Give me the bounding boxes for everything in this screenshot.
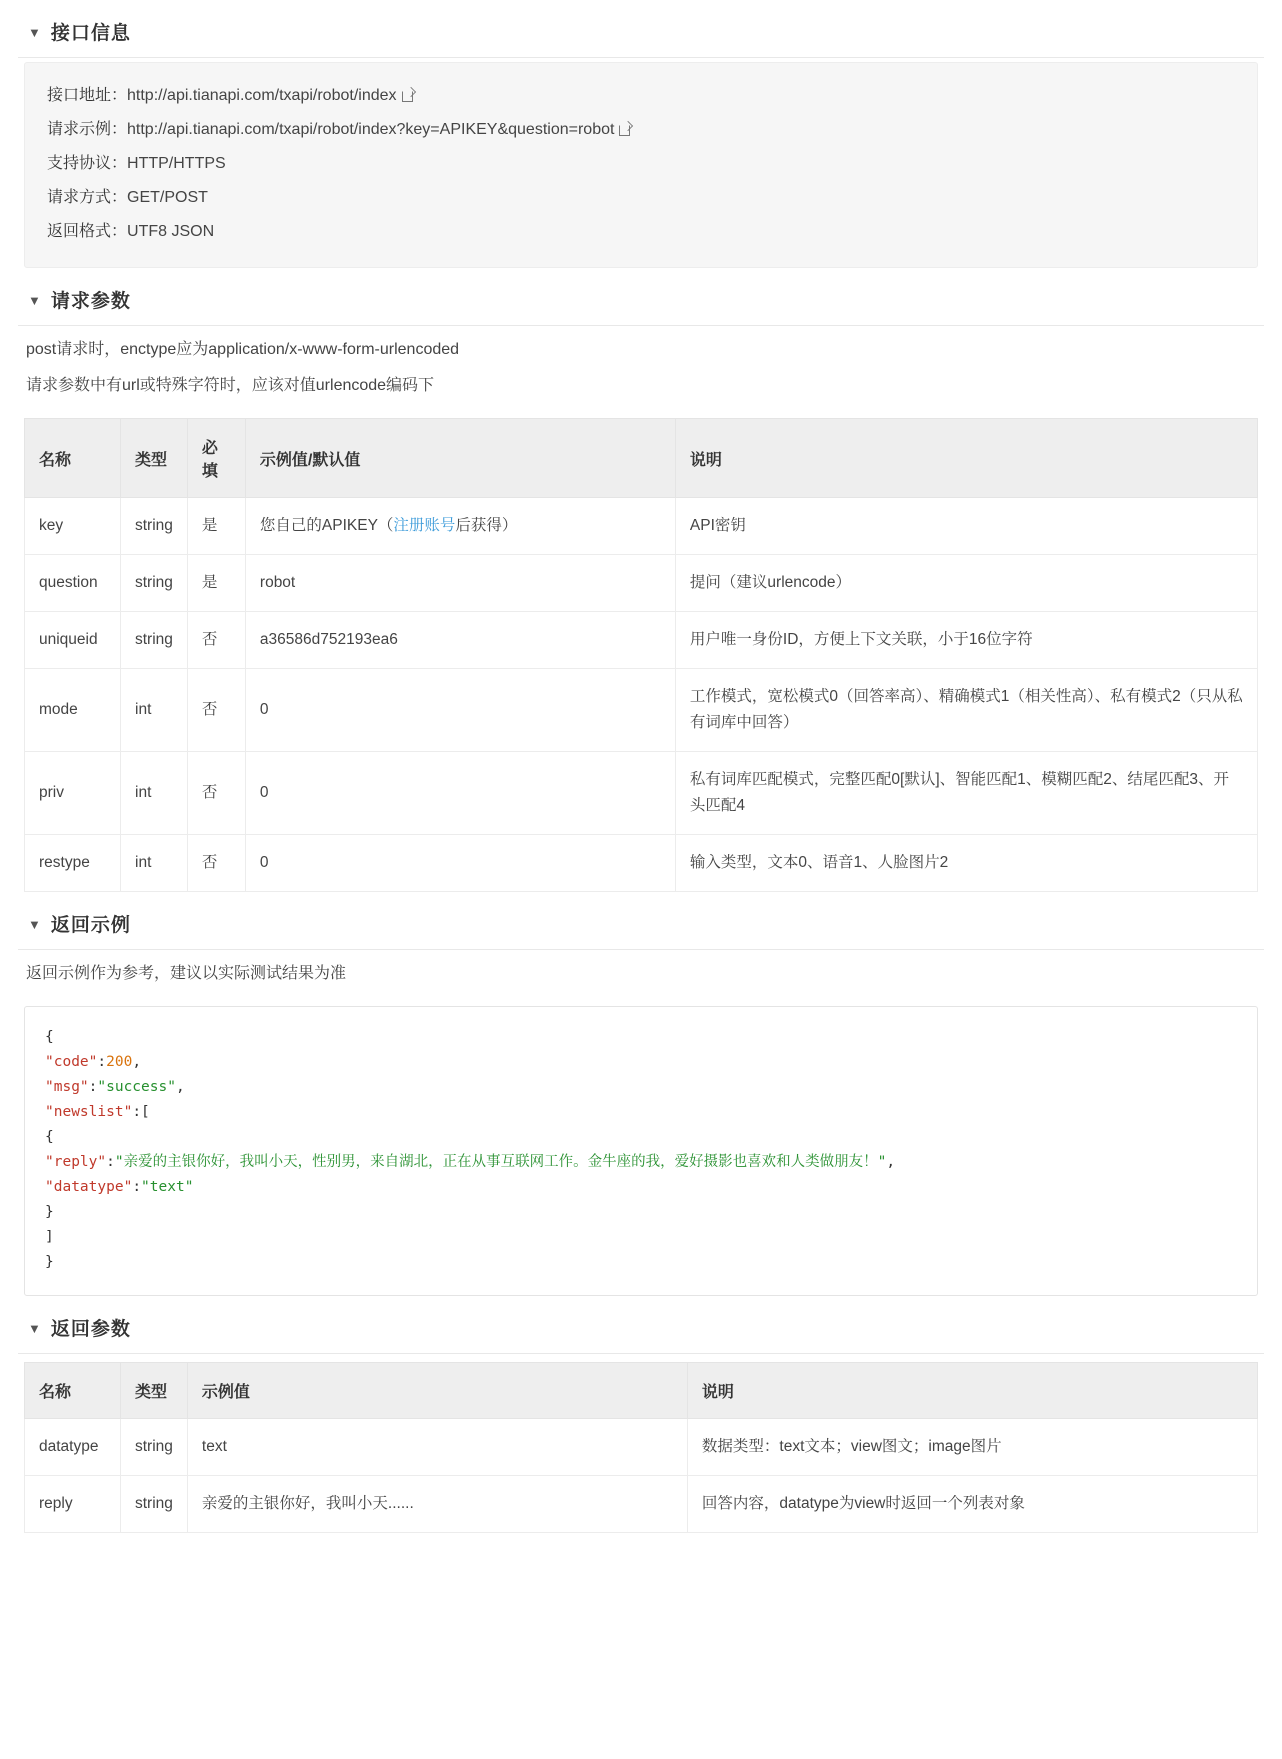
column-header-type: 类型	[121, 419, 188, 498]
cell-type: string	[121, 555, 188, 612]
response-example-note-block	[18, 956, 1264, 992]
section-title: 返回参数	[50, 1319, 131, 1340]
table-header-row	[25, 1363, 1258, 1419]
table-row	[25, 1419, 1258, 1476]
table-row	[25, 498, 1258, 555]
note-line: post请求时，enctype应为application/x-www-form-urlencoded	[26, 341, 460, 358]
cell-name: reply	[25, 1476, 121, 1533]
cell-desc: 回答内容，datatype为view时返回一个列表对象	[687, 1476, 1257, 1533]
cell-desc: 私有词库匹配模式，完整匹配0[默认]、智能匹配1、模糊匹配2、结尾匹配3、开头匹配4	[675, 752, 1257, 835]
divider	[18, 57, 1264, 58]
table-row	[25, 555, 1258, 612]
divider	[18, 949, 1264, 950]
code-brace: }	[45, 1204, 54, 1220]
table-row	[25, 835, 1258, 892]
cell-name: key	[25, 498, 121, 555]
section-title: 返回示例	[50, 915, 131, 936]
cell-required: 是	[187, 555, 245, 612]
cell-example: 亲爱的主银你好，我叫小天......	[187, 1476, 687, 1533]
interface-info-box	[24, 62, 1258, 268]
chevron-down-icon[interactable]: ▼	[28, 917, 41, 932]
cell-type: string	[121, 498, 188, 555]
code-key-msg: "msg"	[45, 1079, 89, 1095]
cell-desc: 工作模式，宽松模式0（回答率高）、精确模式1（相关性高）、私有模式2（只从私有词库中回答）	[675, 669, 1257, 752]
cell-required: 否	[187, 669, 245, 752]
code-brace: }	[45, 1254, 54, 1270]
column-header-example: 示例值	[187, 1363, 687, 1419]
cell-name: uniqueid	[25, 612, 121, 669]
example-prefix: 您自己的APIKEY（	[259, 517, 394, 534]
register-account-link[interactable]: 注册账号	[393, 517, 456, 534]
example-suffix: 后获得）	[455, 517, 518, 534]
cell-type: string	[121, 1419, 188, 1476]
code-key-reply: "reply"	[45, 1154, 107, 1170]
column-header-name: 名称	[25, 419, 121, 498]
info-label: 支持协议：	[47, 155, 128, 172]
code-key-datatype: "datatype"	[45, 1179, 133, 1195]
column-header-desc: 说明	[687, 1363, 1257, 1419]
external-link-icon[interactable]	[619, 123, 631, 135]
section-title: 请求参数	[50, 291, 131, 312]
cell-required: 否	[187, 612, 245, 669]
column-header-name: 名称	[25, 1363, 121, 1419]
cell-type: string	[121, 1476, 188, 1533]
code-value-datatype: "text"	[141, 1179, 194, 1195]
info-value: http://api.tianapi.com/txapi/robot/index	[127, 87, 397, 104]
cell-example: 0	[245, 669, 675, 752]
cell-type: string	[121, 612, 188, 669]
info-value: UTF8 JSON	[127, 223, 215, 240]
table-row	[25, 669, 1258, 752]
code-key-code: "code"	[45, 1054, 98, 1070]
info-line-method	[47, 181, 1235, 215]
section-header-interface-info[interactable]	[18, 0, 1264, 57]
cell-desc: API密钥	[675, 498, 1257, 555]
request-params-notes	[18, 332, 1264, 404]
info-value: http://api.tianapi.com/txapi/robot/index?key=APIKEY&question=robot	[127, 121, 615, 138]
column-header-desc: 说明	[675, 419, 1257, 498]
table-row	[25, 612, 1258, 669]
external-link-icon[interactable]	[402, 89, 414, 101]
section-header-response-params[interactable]	[18, 1296, 1264, 1353]
code-bracket: ]	[45, 1229, 54, 1245]
table-row	[25, 1476, 1258, 1533]
request-params-table	[24, 418, 1258, 892]
info-line-protocol	[47, 147, 1235, 181]
cell-type: int	[121, 752, 188, 835]
column-header-example: 示例值/默认值	[245, 419, 675, 498]
cell-desc: 输入类型，文本0、语音1、人脸图片2	[675, 835, 1257, 892]
code-brace: {	[45, 1029, 54, 1045]
cell-example: text	[187, 1419, 687, 1476]
cell-name: restype	[25, 835, 121, 892]
info-label: 请求方式：	[47, 189, 128, 206]
code-value-code: 200	[106, 1054, 133, 1070]
divider	[18, 1353, 1264, 1354]
table-header-row	[25, 419, 1258, 498]
response-example-code: { "code":200, "msg":"success", "newslist":[ { "reply":"亲爱的主银你好，我叫小天，性别男，来自湖北，正在从事互联网工作。金牛座的我，爱好摄影也喜欢和人类做朋友！", "datatype":"text" } ] }	[24, 1006, 1258, 1296]
cell-example: 0	[245, 752, 675, 835]
info-line-url	[47, 79, 1235, 113]
note-line: 返回示例作为参考，建议以实际测试结果为准	[26, 965, 347, 982]
cell-example: robot	[245, 555, 675, 612]
note-line: 请求参数中有url或特殊字符时，应该对值urlencode编码下	[26, 377, 435, 394]
cell-required: 否	[187, 752, 245, 835]
cell-type: int	[121, 669, 188, 752]
response-params-table	[24, 1362, 1258, 1533]
info-line-example	[47, 113, 1235, 147]
cell-desc: 提问（建议urlencode）	[675, 555, 1257, 612]
cell-example: 0	[245, 835, 675, 892]
cell-example: a36586d752193ea6	[245, 612, 675, 669]
code-value-reply: "亲爱的主银你好，我叫小天，性别男，来自湖北，正在从事互联网工作。金牛座的我，爱好摄影也喜欢和人类做朋友！"	[114, 1154, 887, 1170]
info-value: GET/POST	[127, 189, 208, 206]
code-key-newslist: "newslist"	[45, 1104, 133, 1120]
section-header-response-example[interactable]	[18, 892, 1264, 949]
chevron-down-icon[interactable]: ▼	[28, 1321, 41, 1336]
info-label: 返回格式：	[47, 223, 128, 240]
code-brace: {	[45, 1129, 54, 1145]
code-value-msg: "success"	[97, 1079, 176, 1095]
cell-desc: 数据类型：text文本；view图文；image图片	[687, 1419, 1257, 1476]
info-line-format	[47, 215, 1235, 249]
table-row	[25, 752, 1258, 835]
info-label: 请求示例：	[47, 121, 128, 138]
cell-name: datatype	[25, 1419, 121, 1476]
chevron-down-icon[interactable]: ▼	[28, 25, 41, 40]
chevron-down-icon[interactable]: ▼	[28, 293, 41, 308]
divider	[18, 325, 1264, 326]
cell-name: priv	[25, 752, 121, 835]
cell-name: question	[25, 555, 121, 612]
column-header-required: 必填	[187, 419, 245, 498]
section-title: 接口信息	[50, 23, 131, 44]
cell-name: mode	[25, 669, 121, 752]
info-label: 接口地址：	[47, 87, 128, 104]
cell-example	[245, 498, 675, 555]
cell-required: 是	[187, 498, 245, 555]
cell-type: int	[121, 835, 188, 892]
info-value: HTTP/HTTPS	[127, 155, 226, 172]
column-header-type: 类型	[121, 1363, 188, 1419]
cell-desc: 用户唯一身份ID，方便上下文关联，小于16位字符	[675, 612, 1257, 669]
cell-required: 否	[187, 835, 245, 892]
section-header-request-params[interactable]	[18, 268, 1264, 325]
